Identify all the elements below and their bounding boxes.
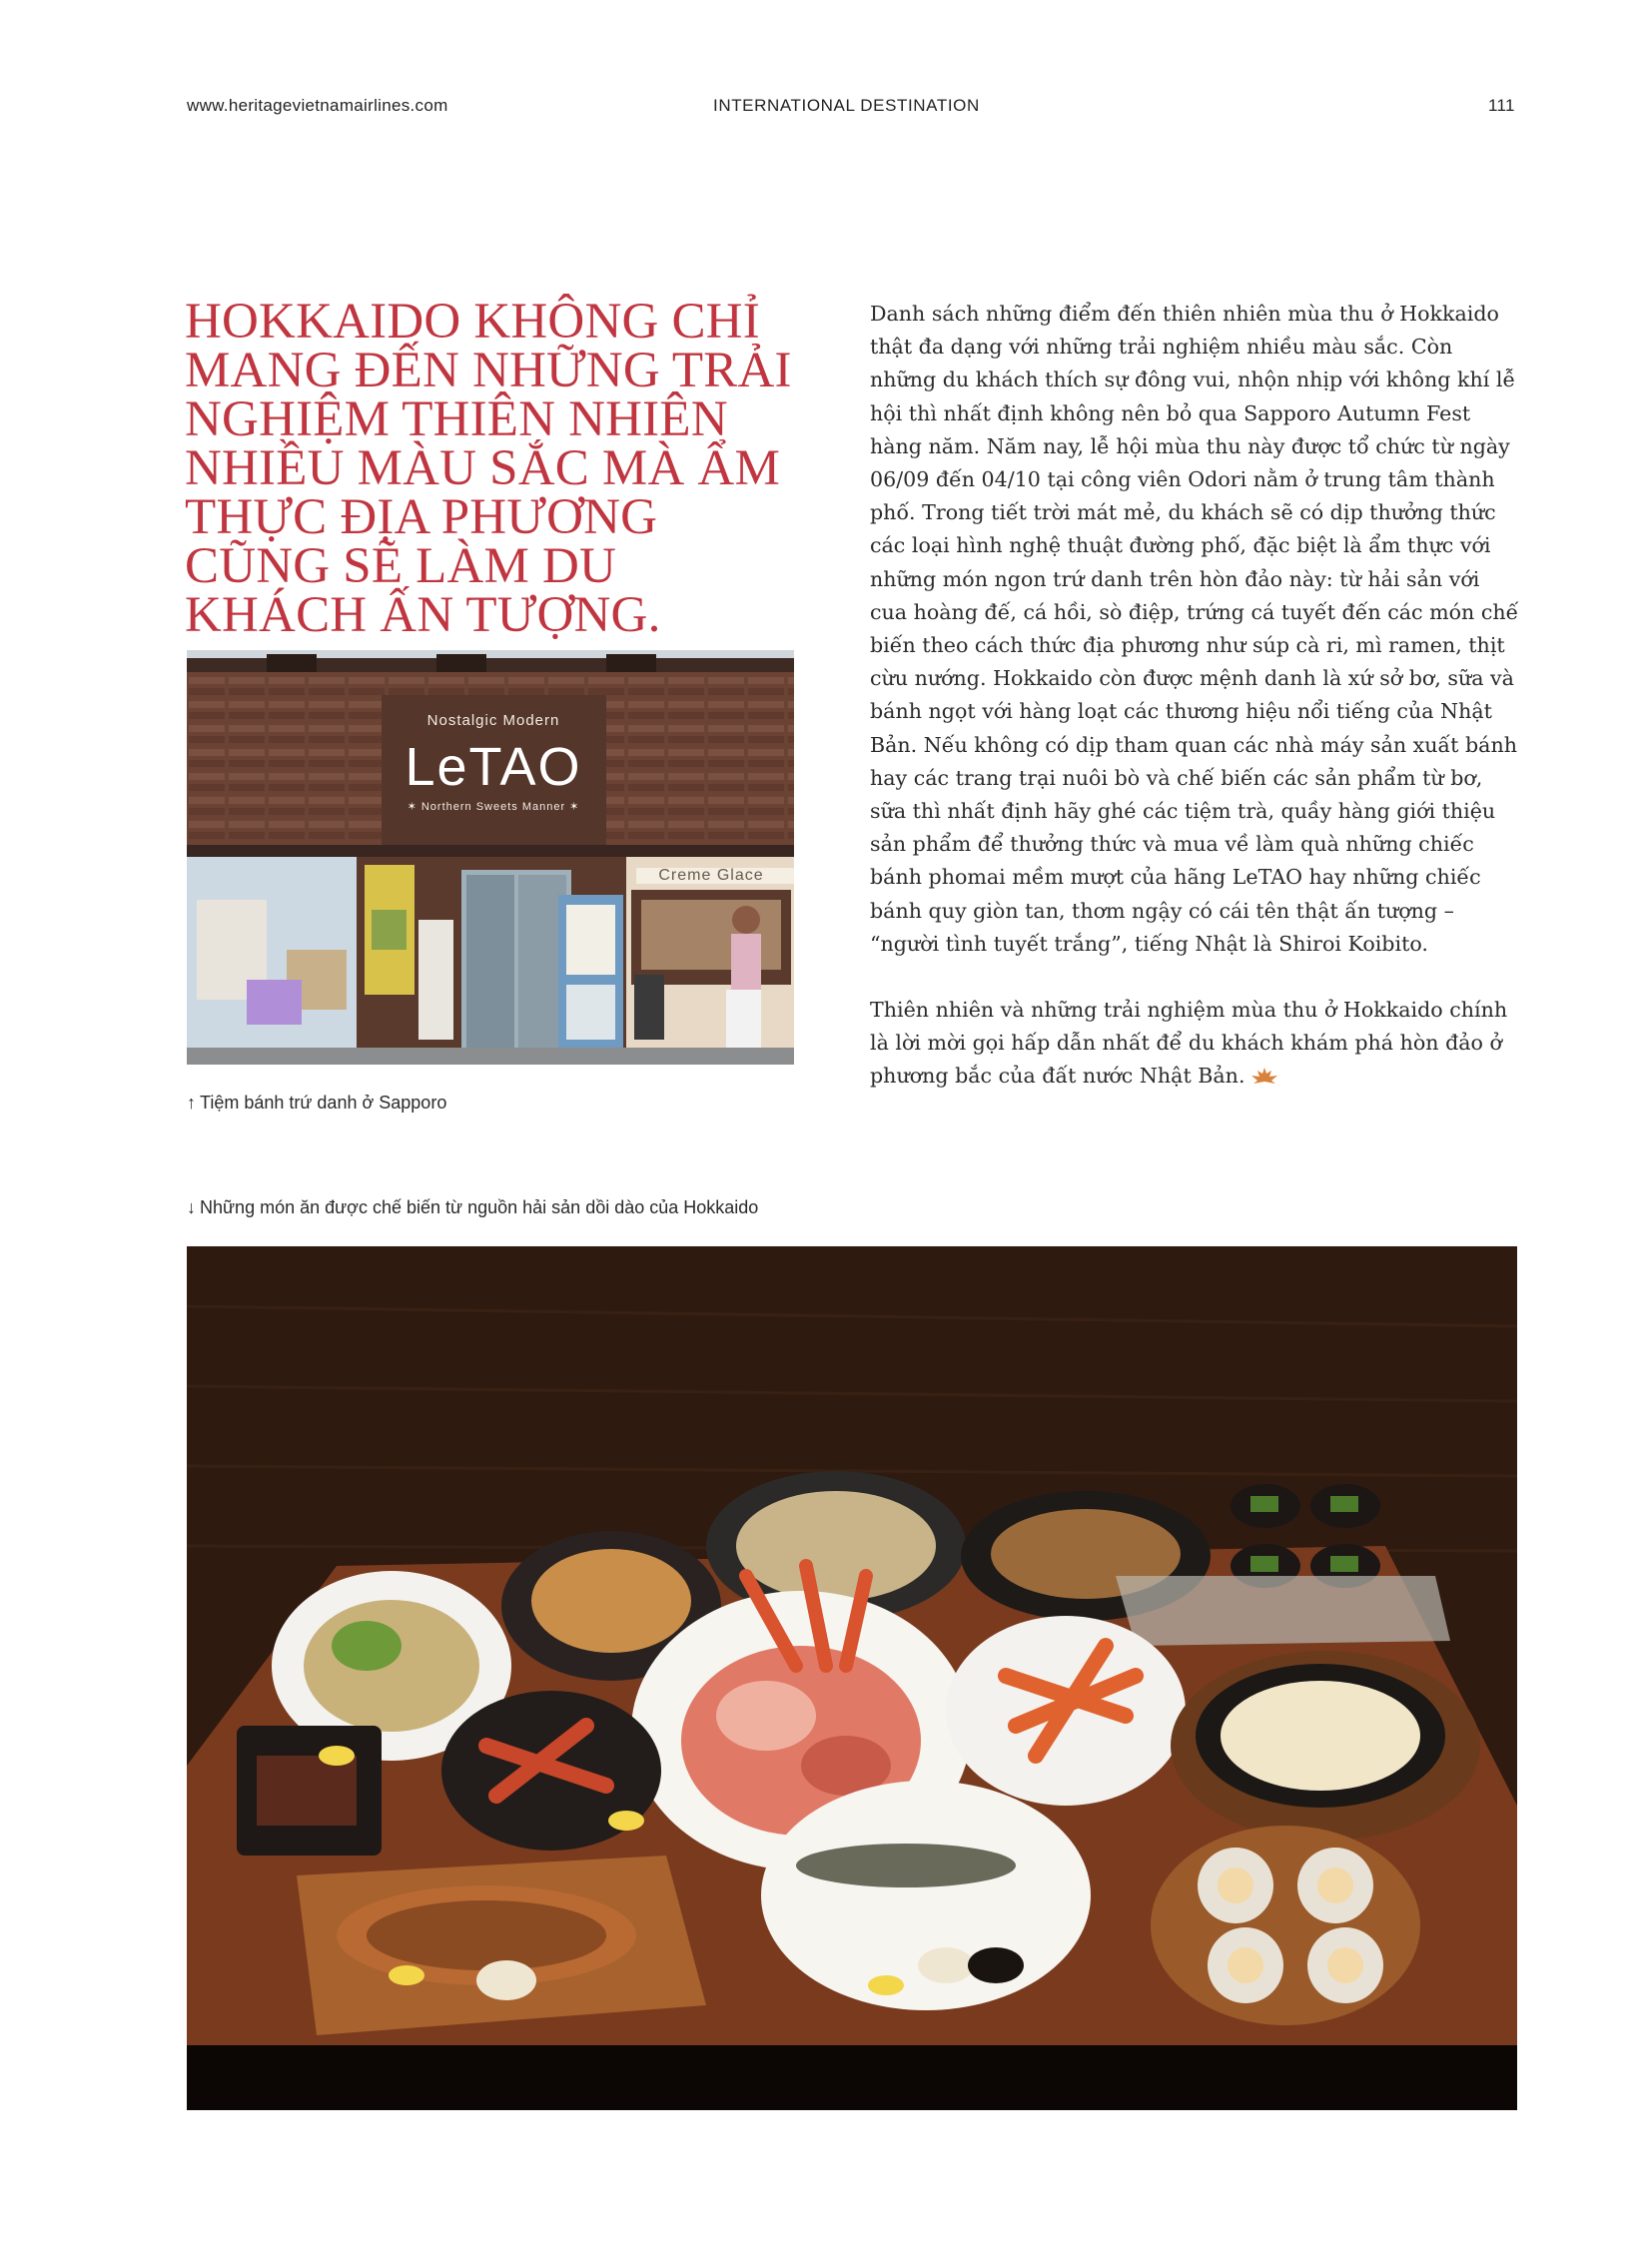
pull-quote: HOKKAIDO KHÔNG CHỈ MANG ĐẾN NHỮNG TRẢI NGHIỆM THIÊN NHIÊN NHIỀU MÀU SẮC MÀ ẨM THỰC ĐỊA PHƯƠNG CŨNG SẼ LÀM DU KHÁCH ẤN TƯỢNG. bbox=[185, 294, 792, 643]
shop-photo bbox=[187, 650, 794, 1065]
body-paragraph-2-text: Thiên nhiên và những trải nghiệm mùa thu ở Hokkaido chính là lời mời gọi hấp dẫn nhất để du khách khám phá hòn đảo ở phương bắc của đất nước Nhật Bản. bbox=[870, 998, 1508, 1089]
page-number: 111 bbox=[1488, 96, 1515, 115]
seafood-spread-illustration bbox=[187, 1246, 1517, 2110]
arrow-down-icon: ↓ bbox=[187, 1197, 196, 1217]
website-url: www.heritagevietnamairlines.com bbox=[187, 96, 448, 115]
sign-tagline: Nostalgic Modern bbox=[426, 712, 560, 729]
food-photo-caption bbox=[187, 1197, 758, 1218]
sign-subtitle: ✶ Northern Sweets Manner ✶ bbox=[407, 801, 580, 813]
body-paragraph-1: Danh sách những điểm đến thiên nhiên mùa thu ở Hokkaido thật đa dạng với những trải nghiệm nhiều màu sắc. Còn những du khách thích sự đông vui, nhộn nhịp với không khí lễ hội thì nhất định không nên bỏ qua Sapporo Autumn Fest hàng năm. Năm nay, lễ hội mùa thu này được tổ chức từ ngày 06/09 đến 04/10 tại công viên Odori nằm ở trung tâm thành phố. Trong tiết trời mát mẻ, du khách sẽ có dịp thưởng thức các loại hình nghệ thuật đường phố, đặc biệt là ẩm thực với những món ngon trứ danh trên hòn đảo này: từ hải sản với cua hoàng đế, cá hồi, sò điệp, trứng cá tuyết đến các món chế biến theo cách thức địa phương như súp cà ri, mì ramen, thịt cừu nướng. Hokkaido còn được mệnh danh là xứ sở bơ, sữa và bánh ngọt với hàng loạt các thương hiệu nổi tiếng của Nhật Bản. Nếu không có dịp tham quan các nhà máy sản xuất bánh hay các trang trại nuôi bò và chế biến các sản phẩm từ bơ, sữa thì nhất định hãy ghé các tiệm trà, quầy hàng giới thiệu sản phẩm để thưởng thức và mua về làm quà những chiếc bánh phomai mềm mượt của hãng LeTAO hay những chiếc bánh quy giòn tan, thơm ngậy có cái tên thật ấn tượng – “người tình tuyết trắng”, tiếng Nhật là Shiroi Koibito. bbox=[870, 302, 1519, 956]
awning-text: Creme Glace bbox=[658, 867, 764, 884]
body-paragraph-2 bbox=[870, 994, 1519, 1094]
maple-leaf-icon bbox=[1249, 1067, 1279, 1085]
shop-caption-text: Tiệm bánh trứ danh ở Sapporo bbox=[200, 1093, 447, 1113]
section-title: INTERNATIONAL DESTINATION bbox=[713, 96, 980, 115]
sign-brand: LeTAO bbox=[405, 737, 582, 797]
arrow-up-icon: ↑ bbox=[187, 1093, 196, 1113]
article-body bbox=[870, 298, 1519, 1126]
letao-storefront-illustration bbox=[187, 650, 794, 1065]
seafood-photo bbox=[187, 1246, 1517, 2110]
food-caption-text: Những món ăn được chế biến từ nguồn hải sản dồi dào của Hokkaido bbox=[200, 1197, 759, 1217]
shop-photo-caption bbox=[187, 1093, 446, 1114]
